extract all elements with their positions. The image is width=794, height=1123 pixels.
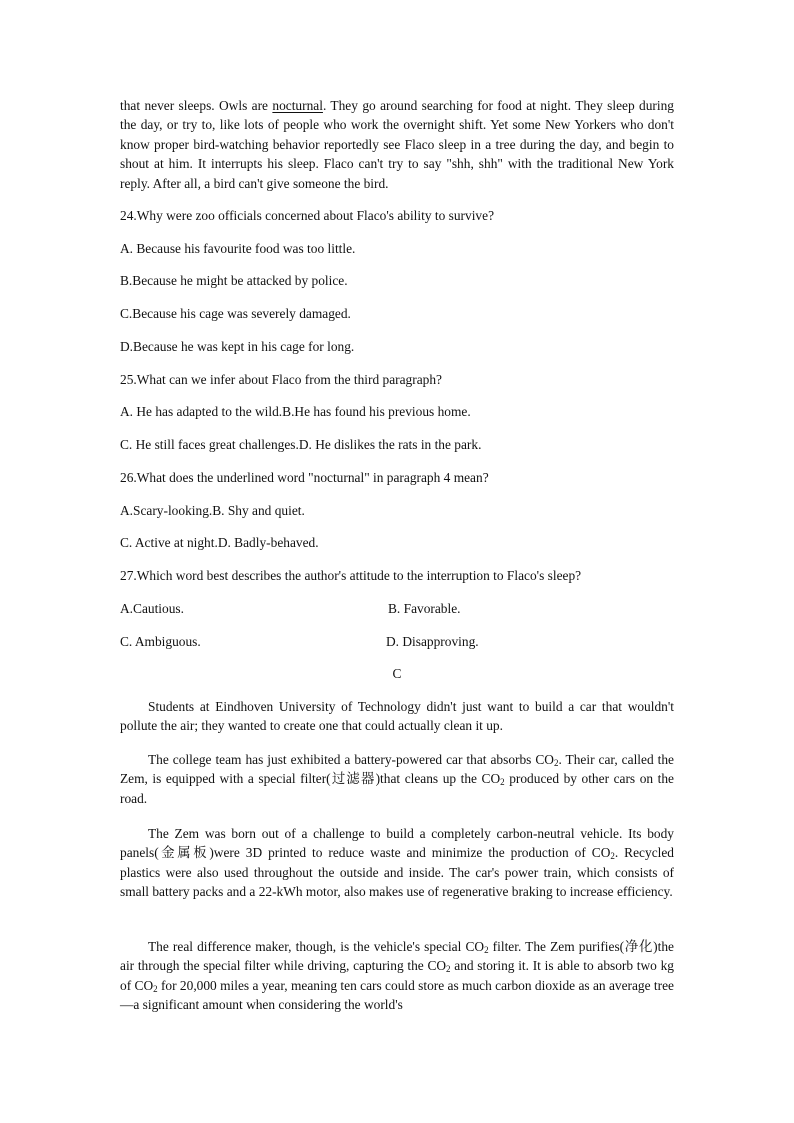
text-run: The real difference maker, though, is the vehicle's special CO [148,939,485,954]
text-run: filter. The Zem purifies(净化)the air through the special filter while driving, capturing the CO [120,939,674,974]
section-c-heading: C [392,666,402,681]
section-c-paragraph-2 [120,750,674,808]
question-27-stem: 27.Which word best describes the author's attitude to the interruption to Flaco's sleep? [120,568,582,583]
underlined-word-nocturnal: nocturnal [272,98,323,113]
text-run: and storing it. It is able to absorb two kg of CO [120,958,674,993]
text-run: . They go around searching for food at night. They sleep during the day, or try to, like lots of people who work the overnight shift. Yet some New Yorkers who don't know proper bird-watching behavior reportedly see Flaco sleep in a tree during the day, and begin to shout at him. It interrupts his sleep. Flaco can't try to say "shh, shh" with the traditional New York reply. After all, a bird can't give someone the bird. [120,98,674,191]
subscript-2: 2 [500,777,505,788]
subscript-2: 2 [610,851,615,862]
subscript-2: 2 [153,983,158,994]
question-24-option-a: A. Because his favourite food was too little. [120,241,356,256]
question-25-stem: 25.What can we infer about Flaco from the third paragraph? [120,372,442,387]
section-c-paragraph-4 [120,937,674,1015]
text-run: produced by other cars on the road. [120,771,674,806]
text-run: The college team has just exhibited a battery-powered car that absorbs CO [148,752,554,767]
question-25-options-ab: A. He has adapted to the wild.B.He has found his previous home. [120,404,471,419]
question-25-options-cd: C. He still faces great challenges.D. He dislikes the rats in the park. [120,437,482,452]
section-c-paragraph-3 [120,824,674,902]
text-run: The Zem was born out of a challenge to build a completely carbon-neutral vehicle. Its body panels(金属板)were 3D printed to reduce waste and minimize the production of CO [120,826,674,861]
subscript-2: 2 [446,964,451,975]
question-26-options-cd: C. Active at night.D. Badly-behaved. [120,535,319,550]
question-27-option-a: A.Cautious. [120,601,184,616]
passage-b-closing-paragraph [120,96,674,193]
question-24-option-b: B.Because he might be attacked by police. [120,273,348,288]
question-26-options-ab: A.Scary-looking.B. Shy and quiet. [120,503,305,518]
question-27-option-b: B. Favorable. [388,601,461,616]
subscript-2: 2 [484,945,489,955]
text-run: . Their car, called the Zem, is equipped with a special filter(过滤器)that cleans up the CO [120,752,674,787]
question-24-option-c: C.Because his cage was severely damaged. [120,306,351,321]
question-27-option-d: D. Disapproving. [386,634,479,649]
question-27-option-c: C. Ambiguous. [120,634,201,649]
text-run: . Recycled plastics were also used throughout the outside and inside. The car's power train, which consists of small battery packs and a 22-kWh motor, also makes use of regenerative braking to increase efficiency. [120,845,674,900]
question-26-stem: 26.What does the underlined word "nocturnal" in paragraph 4 mean? [120,470,489,485]
text-run: for 20,000 miles a year, meaning ten cars could store as much carbon dioxide as an average tree—a significant amount when considering the world's [120,977,674,1013]
section-c-paragraph-1: Students at Eindhoven University of Technology didn't just want to build a car that wouldn't pollute the air; they wanted to create one that could actually clean it up. [120,699,674,734]
subscript-2: 2 [553,758,559,768]
text-run: that never sleeps. Owls are [120,98,273,113]
question-24-option-d: D.Because he was kept in his cage for long. [120,339,355,354]
question-24-stem: 24.Why were zoo officials concerned about Flaco's ability to survive? [120,208,495,223]
